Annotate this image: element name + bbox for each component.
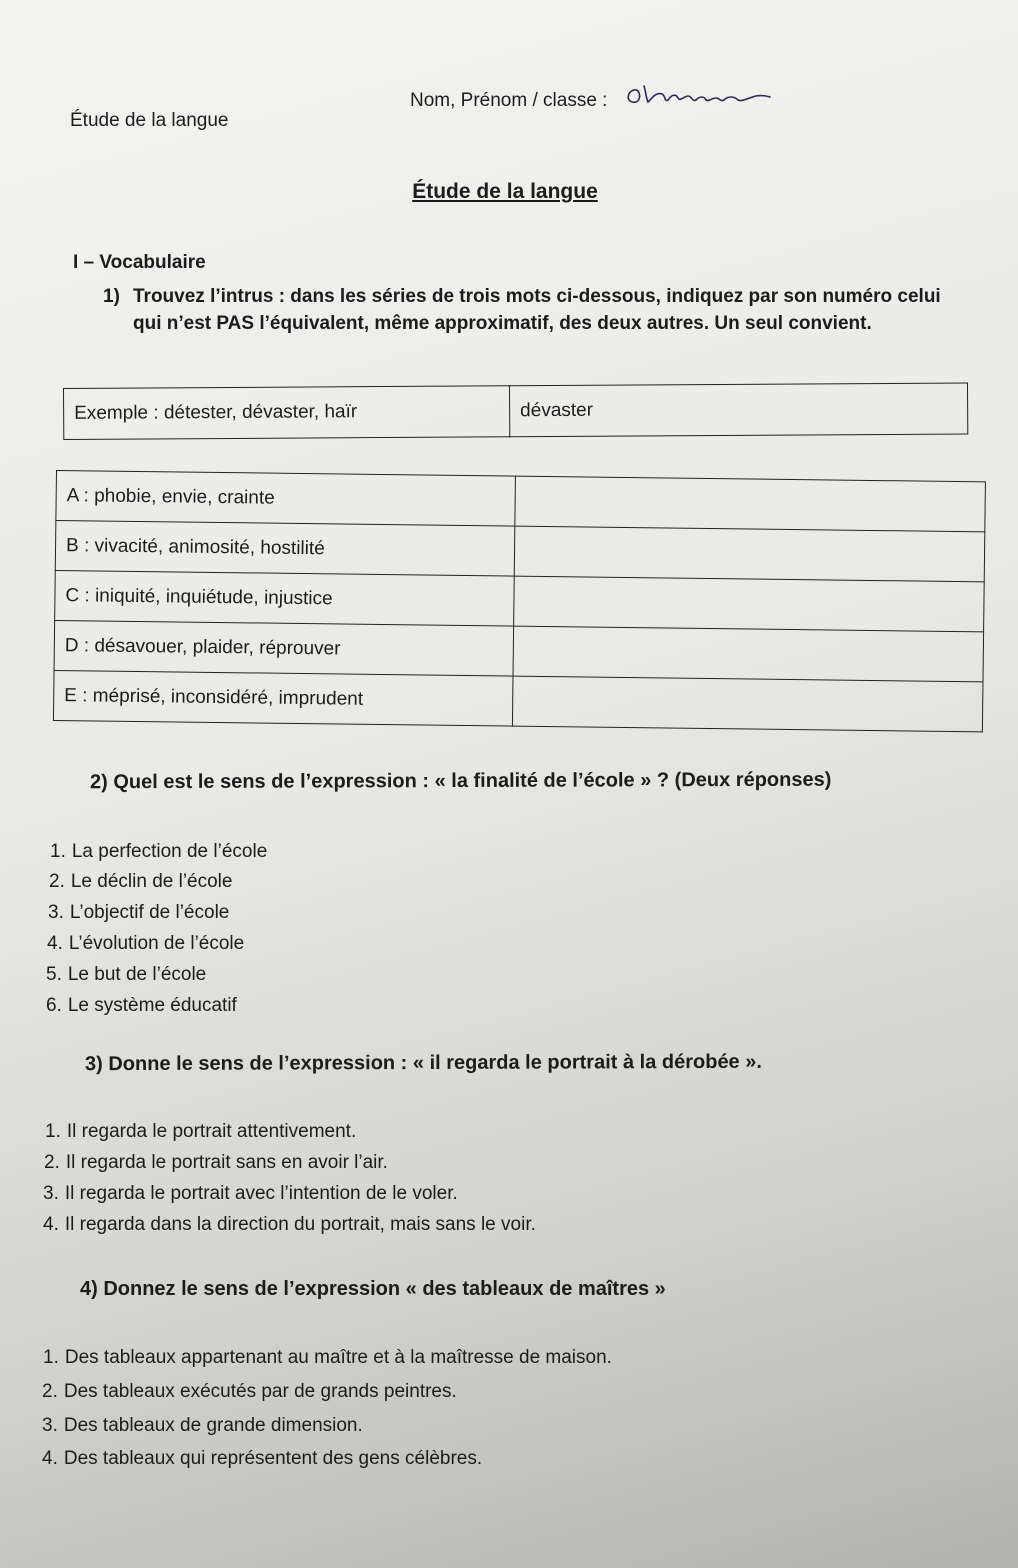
question-4-title: 4) Donnez le sens de l’expression « des tableaux de maîtres » xyxy=(80,1278,666,1300)
question-1-text: Trouvez l’intrus : dans les séries de trois mots ci-dessous, indiquez par son numéro celui qui n’est PAS l’équivalent, même approximatif, des deux autres. Un seul convient. xyxy=(133,286,941,334)
section-title: I – Vocabulaire xyxy=(73,252,206,273)
answer-cell-c[interactable] xyxy=(514,576,985,632)
table-row xyxy=(64,383,968,440)
q4-option: 3. Des tableaux de grande dimension. xyxy=(42,1415,363,1436)
q3-option: 1. Il regarda le portrait attentivement. xyxy=(45,1121,357,1142)
q4-option: 2. Des tableaux exécutés par de grands peintres. xyxy=(42,1381,457,1402)
q2-option: 6. Le système éducatif xyxy=(46,995,237,1016)
example-answer: dévaster xyxy=(509,383,967,437)
table-row xyxy=(53,670,983,731)
answer-cell-d[interactable] xyxy=(513,626,984,682)
header-subject: Étude de la langue xyxy=(70,110,229,131)
example-words: Exemple : détester, dévaster, haïr xyxy=(64,386,510,440)
series-c: C : iniquité, inquiétude, injustice xyxy=(55,570,515,626)
header-name-label: Nom, Prénom / classe : xyxy=(410,90,608,111)
answer-cell-b[interactable] xyxy=(514,526,985,582)
q4-option: 1. Des tableaux appartenant au maître et à la maîtresse de maison. xyxy=(43,1347,612,1368)
question-1 xyxy=(103,283,963,337)
answer-cell-e[interactable] xyxy=(512,676,983,732)
q4-option: 4. Des tableaux qui représentent des gens célèbres. xyxy=(42,1448,483,1469)
series-d: D : désavouer, plaider, réprouver xyxy=(54,620,514,676)
example-table xyxy=(63,382,968,440)
q2-option: 5. Le but de l’école xyxy=(46,964,207,985)
question-3-title: 3) Donne le sens de l’expression : « il regarda le portrait à la dérobée ». xyxy=(84,1050,762,1076)
answers-table xyxy=(53,470,986,732)
q2-option: 1. La perfection de l’école xyxy=(50,841,268,862)
series-a: A : phobie, envie, crainte xyxy=(56,471,516,527)
q2-option: 2. Le déclin de l’école xyxy=(49,871,233,892)
series-e: E : méprisé, inconsidéré, imprudent xyxy=(53,670,513,726)
question-2-title: 2) Quel est le sens de l’expression : « la finalité de l’école » ? (Deux réponses) xyxy=(89,768,832,794)
q3-option: 2. Il regarda le portrait sans en avoir l’air. xyxy=(44,1152,388,1173)
q3-option: 4. Il regarda dans la direction du portrait, mais sans le voir. xyxy=(43,1214,536,1235)
answer-cell-a[interactable] xyxy=(515,476,986,532)
q2-option: 4. L’évolution de l’école xyxy=(47,933,245,954)
document-title: Étude de la langue xyxy=(412,180,598,203)
series-b: B : vivacité, animosité, hostilité xyxy=(55,521,515,577)
handwritten-signature xyxy=(622,78,772,108)
question-1-number: 1) xyxy=(103,286,120,307)
q2-option: 3. L’objectif de l’école xyxy=(48,902,230,923)
q3-option: 3. Il regarda le portrait avec l’intention de le voler. xyxy=(43,1183,458,1204)
